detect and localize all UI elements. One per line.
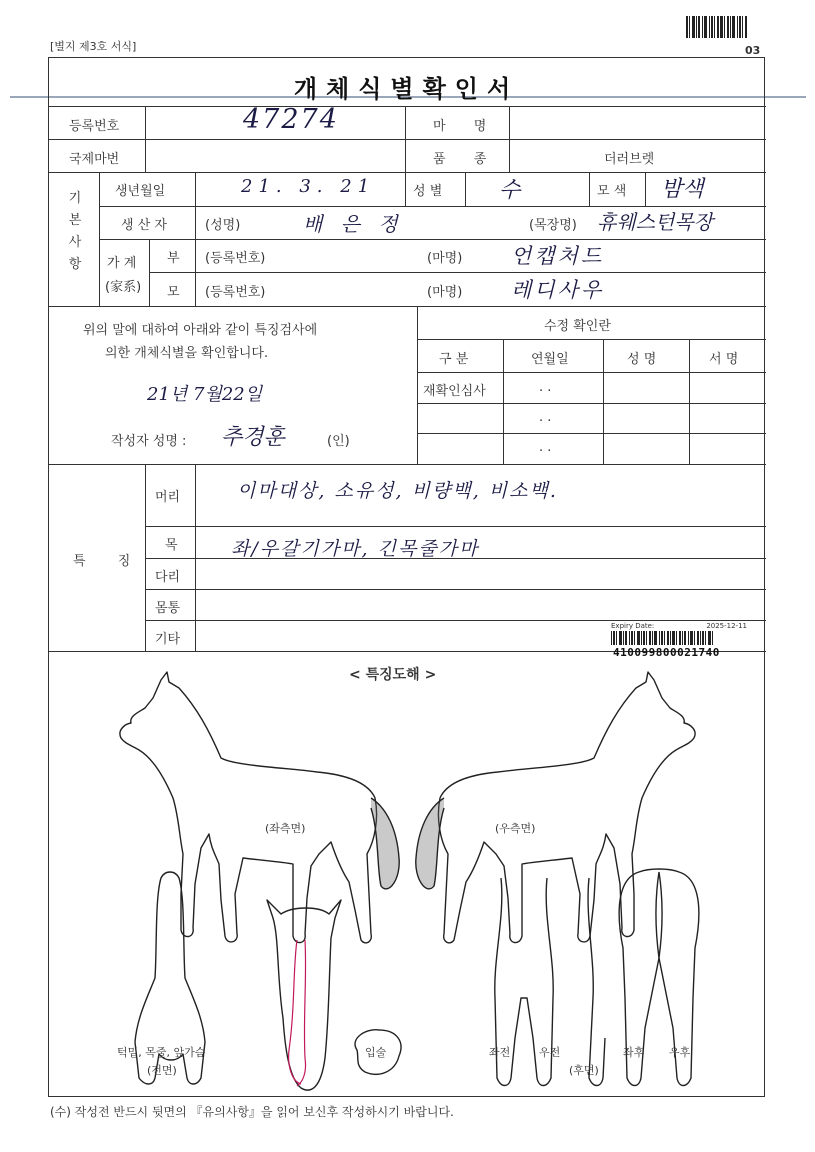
revision-row-type: 재확인심사 (423, 384, 486, 399)
feature-body-label: 몸통 (155, 601, 181, 616)
expiry-label: Expiry Date: (611, 622, 655, 630)
revision-col-date: 연월일 (531, 352, 569, 367)
revision-col-sign: 서 명 (709, 352, 739, 367)
left-side-label: (좌측면) (265, 822, 306, 835)
feature-legs-label: 다리 (155, 570, 181, 585)
writer-label: 작성자 성명 : (111, 434, 187, 449)
revision-title: 수정 확인란 (544, 319, 611, 334)
feature-neck-value: 좌/우갈기가마, 긴목줄가마 (231, 538, 480, 560)
front-caption: 턱밑, 목줄, 앞가슴 (117, 1046, 206, 1059)
horse-diagram (49, 658, 766, 1098)
statement-line2: 의한 개체식별을 확인합니다. (105, 346, 269, 361)
rear-label: (후면) (569, 1064, 599, 1077)
basic-section-label: 기본사항 (68, 191, 82, 272)
feature-neck-label: 목 (165, 538, 178, 553)
revision-row-date: . . (539, 440, 552, 455)
hind-left-label: 좌후 (623, 1046, 645, 1059)
microchip-number: 410099800021740 (613, 646, 720, 659)
revision-col-type: 구 분 (439, 352, 469, 367)
revision-row-date: . . (539, 380, 552, 395)
top-barcode (686, 16, 762, 38)
breed-label: 품 종 (433, 152, 499, 167)
sire-reg-label: (등록번호) (205, 251, 266, 266)
sticker-barcode (611, 631, 749, 645)
page-number: 03 (745, 44, 761, 57)
farm-label: (목장명) (529, 218, 577, 233)
sire-label: 부 (167, 251, 180, 266)
right-side-label: (우측면) (495, 822, 536, 835)
sex-label: 성 별 (413, 184, 443, 199)
pedigree-label: 가 계 (107, 256, 137, 271)
hind-right-label: 우후 (669, 1046, 691, 1059)
sire-name-value: 언캡처드 (511, 244, 605, 268)
footer-note: (수) 작성전 반드시 뒷면의 『유의사항』을 읽어 보신후 작성하시기 바랍니다. (50, 1105, 454, 1119)
statement-line1: 위의 말에 대하여 아래와 같이 특징검사에 (83, 323, 318, 338)
seal-mark: (인) (327, 434, 350, 449)
confirm-date: 21년 7월22일 (147, 384, 263, 405)
sire-name-label: (마명) (427, 251, 463, 266)
registration-value: 47274 (243, 104, 339, 135)
fore-left-label: 좌전 (489, 1046, 511, 1059)
writer-signature: 추경훈 (221, 425, 285, 450)
breed-value: 더러브렛 (604, 152, 655, 167)
expiry-date: 2025-12-11 (706, 622, 747, 630)
birth-value: 21. 3. 21 (241, 176, 376, 197)
color-value: 밤색 (661, 177, 704, 202)
intl-number-label: 국제마번 (69, 152, 120, 167)
horse-name-label: 마 명 (433, 119, 499, 134)
feature-other-label: 기타 (155, 632, 181, 647)
breeder-name-label: (성명) (205, 218, 241, 233)
feature-head-value: 이마대상, 소유성, 비량백, 비소백. (237, 480, 558, 502)
birth-label: 생년월일 (115, 184, 166, 199)
features-section-label: 특 징 (73, 554, 145, 569)
registration-label: 등록번호 (69, 119, 120, 134)
color-label: 모 색 (597, 184, 627, 199)
breeder-name-value: 배 은 정 (303, 212, 404, 236)
microchip-sticker (603, 622, 753, 660)
fore-right-label: 우전 (539, 1046, 561, 1059)
sex-value: 수 (499, 178, 521, 203)
farm-value: 휴웨스턴목장 (597, 210, 713, 234)
feature-head-label: 머리 (155, 490, 181, 505)
identification-form (48, 57, 765, 1097)
diagram-title: < 특징도해 > (349, 667, 437, 683)
front-label: (전면) (147, 1064, 177, 1077)
revision-col-name: 성 명 (627, 352, 657, 367)
dam-label: 모 (167, 285, 180, 300)
form-title: 개체식별확인서 (293, 75, 520, 103)
dam-reg-label: (등록번호) (205, 285, 266, 300)
revision-row-date: . . (539, 410, 552, 425)
dam-name-label: (마명) (427, 285, 463, 300)
muzzle-label: 입술 (365, 1046, 387, 1059)
breeder-label: 생 산 자 (121, 218, 167, 233)
form-number-label: [별지 제3호 서식] (50, 40, 137, 53)
pedigree-hanja: (家系) (105, 280, 142, 295)
dam-name-value: 레디사우 (511, 278, 605, 302)
